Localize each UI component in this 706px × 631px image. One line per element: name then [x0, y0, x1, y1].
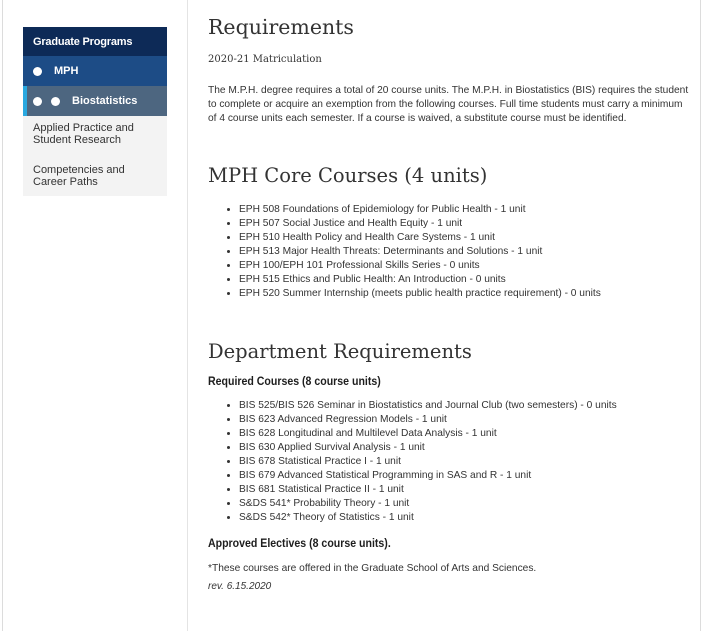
sidebar-header-graduate-programs[interactable]: Graduate Programs: [23, 27, 167, 56]
core-courses-list: [208, 203, 692, 301]
bullet-icon: [33, 97, 42, 106]
main-content: [208, 14, 692, 592]
approved-electives-heading: Approved Electives (8 course units).: [208, 536, 391, 550]
department-requirements-heading: Department Requirements: [208, 340, 472, 363]
list-item: • BIS 679 Advanced Statistical Programming in SAS and R - 1 unit: [239, 469, 692, 483]
list-item: • S&DS 541* Probability Theory - 1 unit: [239, 497, 692, 511]
list-item: • EPH 507 Social Justice and Health Equity - 1 unit: [239, 217, 692, 231]
list-item: • EPH 515 Ethics and Public Health: An Introduction - 0 units: [239, 273, 692, 287]
list-item: • BIS 678 Statistical Practice I - 1 unit: [239, 455, 692, 469]
list-item: • BIS 628 Longitudinal and Multilevel Data Analysis - 1 unit: [239, 427, 692, 441]
list-item: • BIS 681 Statistical Practice II - 1 unit: [239, 483, 692, 497]
sidebar-divider: [187, 0, 188, 631]
sidebar-item-biostatistics[interactable]: [23, 86, 167, 116]
page-left-border: [2, 0, 3, 631]
list-item: • EPH 100/EPH 101 Professional Skills Series - 0 units: [239, 259, 692, 273]
list-item: • EPH 508 Foundations of Epidemiology for Public Health - 1 unit: [239, 203, 692, 217]
list-item: • BIS 623 Advanced Regression Models - 1 unit: [239, 413, 692, 427]
bullet-icon: [51, 97, 60, 106]
intro-paragraph: The M.P.H. degree requires a total of 20 course units. The M.P.H. in Biostatistics (BIS) requires the student to complete or acquire an exemption from the following courses. Full time students must carry a minimum of 4 course units each semester. If a course is waived, a substitute course must be identified.: [208, 85, 689, 124]
list-item: • EPH 520 Summer Internship (meets public health practice requirement) - 0 units: [239, 287, 692, 301]
footnote: *These courses are offered in the Graduate School of Arts and Sciences.: [208, 563, 537, 574]
core-courses-heading: MPH Core Courses (4 units): [208, 164, 488, 187]
required-courses-list: [208, 399, 692, 525]
page-title: Requirements: [208, 15, 354, 39]
sidebar-nav: [23, 27, 167, 196]
list-item: • EPH 513 Major Health Threats: Determinants and Solutions - 1 unit: [239, 245, 692, 259]
sidebar-link-applied-practice[interactable]: Applied Practice and Student Research: [33, 122, 134, 146]
bullet-icon: [33, 67, 42, 76]
required-courses-heading: Required Courses (8 course units): [208, 374, 381, 388]
list-item: • BIS 525/BIS 526 Seminar in Biostatistics and Journal Club (two semesters) - 0 units: [239, 399, 692, 413]
sidebar-item-mph[interactable]: [23, 56, 167, 86]
sidebar-link-competencies[interactable]: Competencies and Career Paths: [33, 164, 125, 188]
revision-date: rev. 6.15.2020: [208, 581, 272, 592]
page-right-border: [700, 0, 701, 631]
list-item: • EPH 510 Health Policy and Health Care Systems - 1 unit: [239, 231, 692, 245]
list-item: • S&DS 542* Theory of Statistics - 1 unit: [239, 511, 692, 525]
sidebar-item-biostatistics-label: Biostatistics: [72, 95, 138, 107]
sidebar-item-mph-label: MPH: [54, 65, 79, 77]
list-item: • BIS 630 Applied Survival Analysis - 1 unit: [239, 441, 692, 455]
matriculation-label: 2020-21 Matriculation: [208, 54, 322, 65]
